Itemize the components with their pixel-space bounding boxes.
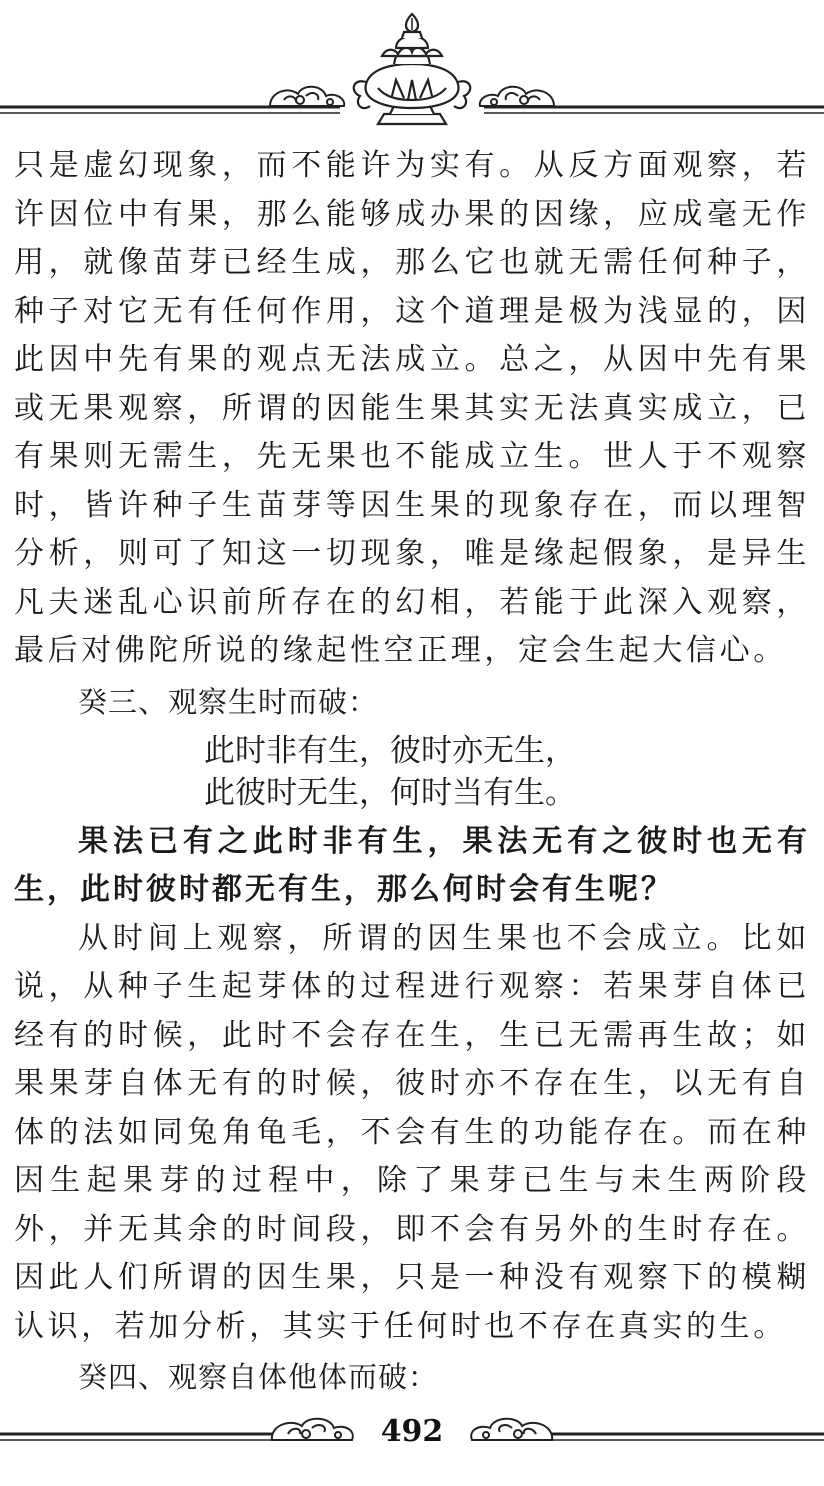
section-heading: 癸三、观察生时而破： bbox=[78, 684, 379, 719]
header-ornament bbox=[0, 0, 824, 140]
page-number: 492 bbox=[380, 1414, 444, 1449]
body-paragraph: 从时间上观察，所谓的因生果也不会成立。比如说，从种子生起芽体的过程进行观察：若果芽自体已经有的时候，此时不会存在生，生已无需再生故；如果果芽自体无有的时候，彼时亦不存在生，以无有自体的法如同兔角龟毛，不会有生的功能存在。而在种因生起果芽的过程中，除了果芽已生与未生两阶段外，并无其余的时间段，即不会有另外的生时存在。因此人们所谓的因生果，只是一种没有观察下的模糊认识，若加分析，其实于任何时也不存在真实的生。 bbox=[14, 920, 810, 1344]
treasure-vase-icon bbox=[0, 0, 824, 140]
verse-line: 此彼时无生，何时当有生。 bbox=[204, 774, 576, 811]
page-content bbox=[14, 142, 810, 1403]
section-heading: 癸四、观察自体他体而破： bbox=[78, 1360, 439, 1394]
verse-line: 此时非有生，彼时亦无生， bbox=[204, 732, 576, 769]
body-paragraph: 只是虚幻现象，而不能许为实有。从反方面观察，若许因位中有果，那么能够成办果的因缘，应成毫无作用，就像苗芽已经生成，那么它也就无需任何种子，种子对它无有任何作用，这个道理是极为浅显的，因此因中先有果的观点无法成立。总之，从因中先有果或无果观察，所谓的因能生果其实无法真实成立，已有果则无需生，先无果也不能成立生。世人于不观察时，皆许种子生苗芽等因生果的现象存在，而以理智分析，则可了知这一切现象，唯是缘起假象，是异生凡夫迷乱心识前所存在的幻相，若能于此深入观察，最后对佛陀所说的缘起性空正理，定会生起大信心。 bbox=[14, 148, 810, 668]
verse-commentary: 果法已有之此时非有生，果法无有之彼时也无有生，此时彼时都无有生，那么何时会有生呢？ bbox=[14, 823, 810, 907]
